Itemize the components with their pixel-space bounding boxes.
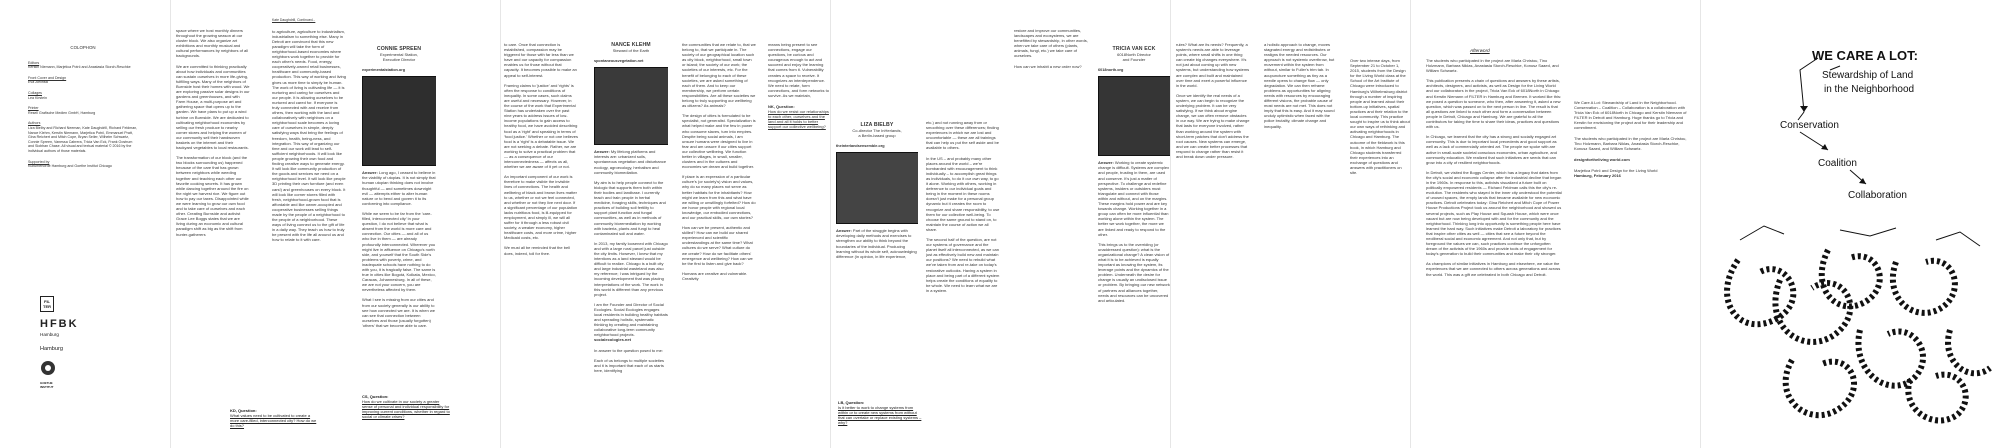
liza-name: LIZA BIELBY: [860, 122, 894, 128]
connie-role-1: Experimental Station,: [379, 52, 419, 58]
back-text-2: The students who participated in the project are Marla Christou, Tino Holzmann, Barbara Niklas, Anastasia Storch-Reschke, Konusz Saaed, and William Schwartz.: [1574, 135, 1687, 151]
connie-answer-label: Answer:: [362, 170, 378, 176]
back-signature-1: Marjetica Potrč and Design for the Living World: [1574, 167, 1658, 173]
tricia-text-2: This brings us to the overriding (or unaddressed question): what is the organizational change? A clean vision of what it is to be achieved is equally important as knowing the system, its leverage points and the dynamics of the problem. Underneath the desire for change is usually an undisclosed issue or problem. By bringing our new network of partners and alliances together, needs and resources can be uncovered and articulated.: [1098, 241, 1170, 303]
connie-text-1: Long ago, I ceased to believe in the viability of utopias. It is not simply that human utopian thinking does not involve thoughtful — and sometimes downright evil — attempts either to alter human nature or to bend and govern it to its conforming into compliance.: [362, 170, 436, 206]
back-signature-2: Hamburg, February 2016: [1574, 173, 1621, 179]
afterword-text-1: Over two intense days, from September 21 to October 1, 2015, students from the Design for the Living World class at the School of the Art Institute of Chicago were introduced to Hamburg's Wilhelmsburg district through a number of inspiring people and learned about their bottom-up initiatives, spatial practices and their relation to the local community. This practice sought to inspire us to think about our own ways of rethinking and activating neighborhoods in Chicago and Hamburg. The outcome of the fieldwork is this book, in which Hamburg and Chicago students transferred their experiences into an exchange of questions and answers with practitioners on site.: [1350, 58, 1410, 176]
nance-answer-label: Answer:: [594, 149, 610, 155]
liza-column: [836, 122, 918, 259]
connie-role-2: Executive Director: [382, 57, 416, 63]
hfbk-logo-text: HFBK: [40, 318, 79, 330]
nk-question-text: How do we resist our relationships to each other, ourselves and the land and all it holds to better support our collective wellbeing?: [768, 109, 829, 130]
col2-text: to agriculture, agriculture to industrialism, industrialism to something else. Many in Detroit are convinced that this new paradigm will take the form of neighborhood-based economies where neighbors work together to provide for each other's needs. Food, energy, cooperatively-owned retail businesses, healthcare and community-based production. This way of working and living gives us more time to simply be human. The work of living is cultivating life — it is nurturing and caring for ourselves and our people. It is allowing ourselves to be nurtured and cared for. If everyone is truly connected with and receive from others, then working with the land and collaboratively with neighbors on a neighborhood scale becomes a loving care of ourselves in simple, deeply satisfying ways that bring the feelings of freedom, health, being-ness, and integration. This way of organizing our time and our work will lead to self-sufficient neighborhoods. It will look like people growing their own food and finding creative ways to generate energy. It will look like community production of the goods and services we need on a neighborhood level. It will look like people 3D printing their own furniture (and even cars!) and greenhouses on every block. It will look like corner stores filled with fresh, neighborhood-grown food that is affordable and like owner-occupied and cooperative businesses selling things made by the people of a neighborhood to the people of a neighborhood. These ways of living connect us to the gift of life in a daily way. They teach us how to truly be present with the life all around us and how to relate to it with care.: [272, 28, 346, 243]
nance-text-3: In 2013, my family loosened with Chicago and with a large rural parcel just outside the city limits. However, I knew that my intentions as a land steward would be difficult to realize. Chicago is a built city and large industrial wasteland was also my reference; I was intrigued by the incoming development that was placing interpretations of the work. The work in this world is different than any previous project.: [594, 240, 668, 297]
colophon-title: COLOPHON: [70, 46, 96, 50]
lb-question-text: Is it better to work to change systems from within or to create new systems from without that can overtake or replace existing systems – why?: [838, 405, 922, 425]
printer-label: Printer: [28, 106, 39, 111]
cover-word-collaboration: Collaboration: [1848, 190, 1907, 201]
editors: Kerstin Niemann, Marjetica Potrč and Anastasia Storch-Reschke: [28, 65, 131, 70]
page-5: [1170, 0, 1410, 448]
col9-column: [1014, 28, 1088, 69]
intro-text-2: We are committed to thinking practically about how individuals and communities can sustain ourselves in more life-giving, fulfilling ways. Many of the neighbors of Burnside host their homes with wood. We are exploring passive solar designs in our gardens and greenhouses, and with Farm House, a multi-purpose art and gathering space that opens up to the garden. We have plans to put up a wind turbine on Burnside. We are dedicated to cultivating neighborhood economies by selling our fresh produce to nearby corner stores and helping the women of our community sell their handwoven baskets on the internet and their backyard vegetables to local restaurants.: [176, 63, 250, 151]
nance-column: [594, 42, 668, 373]
afterword-title: Afterword: [1470, 48, 1490, 53]
cs-question-block: [362, 394, 450, 419]
liza-portrait: [836, 152, 918, 224]
design-label: Front Cover and Design: [28, 75, 67, 80]
afterword-page: [1410, 0, 1700, 448]
nance-text-6: Each of us belongs to multiple societies and it is important that each of us starts here, identifying: [594, 357, 665, 373]
nance-text-1: My lifelong platforms and interests are: urbanized soils, spontaneous vegetation and disturbance ecology, agroecology, herbalism and community biomediation.: [594, 149, 667, 175]
filter-logo: [40, 296, 54, 312]
col4-text-1: to care. Once that connection is established, compassion may be triggered for those with far less than we have and our capacity for compassion enables us for those without that capacity. It becomes possible to make an appeal to self-interest.: [504, 42, 577, 78]
col6-text-1: the communities that we relate to, that we belong to, that we participate in. The society of our geographical location such as city block, neighborhood, small town or island; the society of our work; the societies of our interests, etc. For the benefit of belonging to each of these societies, we are asked something of each of them. And to keep our membership, we perform certain responsibilities. Are all these societies we belong to truly supporting our wellbeing as citizens? As animals?: [682, 42, 756, 109]
tricia-role-2: and Founder: [1122, 57, 1146, 63]
design: Eva Zielinski: [28, 80, 49, 85]
connie-column: [362, 46, 436, 328]
authors-label: Authors: [28, 121, 41, 126]
col8-column: [926, 120, 1000, 293]
supported-label: Supported by: [28, 159, 50, 164]
col6-text-4: How can we be present, authentic and skilled? How can we build our shared experienced and scientific understandings at the same time? What cultures do we serve? What culture do we create? How do we facilitate others' emergence and wellbeing? How can we be the first to listen and give back?: [682, 225, 753, 266]
fold-line: [500, 0, 501, 448]
connie-text-3: What I see is missing from our cities and from our society generally is our ability to see how connected we are. It is when we can see that connection between ourselves and those (usually forgotten) 'others' that we become able to care.: [362, 297, 435, 328]
afterword-text-5: In Detroit, we visited the Boggs Center, which has a legacy that dates from the city's social and economic collapse after the industrial decline that began in the 1960s. In response to this, activists visualized a future built on politically empowered residents — Richard Feldman calls this the city's re-evolution. The residents who stayed in the inner city understood the potential of unused spaces, the empty lands that became available for new economic practices. Detroit celebrates today: Gina Reichert and Mitch Cope of Power House Productions Project took us around the neighborhood and showed us several projects, such as Play House and Squash House, which were once vacant but are now being developed with and for the community and the neighborhood. Thinking long into opportunity is something people here have learned the hard way. Such initiatives make Detroit a laboratory for practices that inspire other cities as well — cities that see a future beyond the neoliberal social and economic agreement. And not only that, but by foreground the values we can, such practices continue the unforgotten dream of the activists of the 1960s and provide tools of engagement for today's generation to build their communities and make their city stronger.: [1426, 169, 1562, 257]
fold-line: [830, 0, 831, 448]
hfbk-logo: [40, 318, 79, 330]
cover-word-conservation: Conservation: [1780, 120, 1839, 131]
nk-question-label: NK, Question:: [768, 104, 795, 110]
connie-name: CONNIE SPREEN: [376, 46, 422, 52]
intro-text-1: space where we host monthly dinners throughout the growing season at our cluster block. We also organize art exhibitions and monthly musical and cultural performances by neighbors of all backgrounds.: [176, 28, 249, 59]
cover-title: WE CARE A LOT:: [1812, 48, 1918, 63]
cover-subtitle-2: in the Neighborhood: [1824, 84, 1915, 95]
kd-question-block: [230, 408, 320, 428]
col8-text-1: etc.) and not running away from or smoothing over these differences; finding experiences in which we are lost and uncomfortable — these are all trainings that can help us put the self aside and be available to others.: [926, 120, 999, 151]
connie-text-2: While we seem to be far from the 'care-filled, interconnected city' in your question, I do not believe that what is absent from the world is more care and connection. Our cities — and all of us who live in them — are already profoundly interconnected. Wherever you might live in affluence on Chicago's north side, and yourself that the South Side's problems with poverty, crime, and inadequate schools have nothing to do with you, it is tragically false. The same is true in cities like Bogotá, Kolkata, Mexico, Caracas, Johannesburg. In all of these, we are not your concern, you are nevertheless affected by them.: [362, 210, 436, 293]
col9-text-2: How can we inhabit a new order now?: [1014, 63, 1082, 69]
collages: Lea Kirstein: [28, 95, 47, 100]
cs-question-text: How do we cultivate in our society a greater sense of personal and individual responsibility for improving current conditions, whether in regard to social or climate crises?: [362, 399, 450, 419]
fold-line: [1170, 0, 1171, 448]
col2-header: Kate Daughdrill, Continued...: [272, 18, 316, 22]
tricia-url[interactable]: 6018north.org: [1098, 68, 1124, 73]
tricia-name: TRICIA VAN ECK: [1112, 46, 1156, 52]
page-2: [170, 0, 500, 448]
fold-line: [1700, 0, 1701, 448]
colophon-page: [0, 0, 170, 448]
printer: Resell Grafische Medien GmbH, Hamburg: [28, 110, 96, 115]
hamburg-logo: Hamburg: [40, 346, 64, 352]
goethe-logo-text: GOETHE INSTITUT: [40, 381, 54, 389]
editors-label: Editors: [28, 60, 40, 65]
cover-collage-spirals: [1700, 0, 2000, 448]
goethe-logo: [40, 360, 62, 389]
back-text-1: We Care A Lot: Stewardship of Land in the Neighborhood. Conservation – Coalition – Collaboration is a collaboration with Tricia Van Eck of 6018North in Chicago and Kerstin Niemann of FILTER in Detroit and Hamburg. Huge thanks go to Tricia and Kerstin for envisioning the project and for their leadership and commitment.: [1574, 100, 1687, 131]
tricia-answer-label: Answer:: [1098, 160, 1114, 166]
liza-text: Part of the struggle begins with developing daily methods and exercises to strengthen our ability to think beyond the boundaries of the individual. Producing learning without its whole self, acknowledging difference (in opinion, in life experience,: [836, 228, 917, 259]
nance-text-2: My aim is to help people connect to the biologic that supports them both within their bodies and landbase. I currently teach and train people in herbal medicine, foraging skills, techniques and practices of building soil fertility to support plant function and fungal communities, as well as in methods of community bioremediation by working with bacteria, plants and fungi to heal contaminated soil and water.: [594, 179, 666, 236]
col12-text-1: a holistic approach to change, moves stagnated energy and redistributes or realigns the needed resources. Our approach is not systemic overthrow, but movement within the system from without, similar to Fuller's trim tab. In acupuncture something as tiny as a needle opens to change flow — only degradation. We can then reframe problems as opportunities for aligning needs with resources by encouraging different visions, the probable cause of most needs are not met. This does not imply that this is easy. And it may sound unduly optimistic when faced with the police brutality, climate change and inequality.: [1264, 42, 1335, 129]
nance-url[interactable]: spontaneousvegetation.net: [594, 59, 644, 64]
col8-text-2: In the US – and probably many other places around the world – we're bombarded with encouragement to think individually – to accomplish great things as individuals, to do it our own way, to go it alone. Working with others, working in deference to our individual goals and being in the moment in these rooms doesn't just make for a personal group dynamic but it creates the room to recognize and share responsibility, to use them for our collective well-being. To choose the same ground to stand on, to maintain the course of action we all share.: [926, 155, 1000, 232]
col6-column: [682, 42, 756, 281]
back-url[interactable]: designfortheliving world.com: [1574, 156, 1630, 162]
liza-url[interactable]: theinterlandsensemble.org: [836, 144, 885, 149]
authors: Liza Bielby and Richard Neeman, Kate Daughdrill, Richard Feldman, Nance Klehm, Kerstin Niemann, Marjetica Potrč, Emmanuel Pratt, Gina Reichert and Mitch Cope, Bryan Seiler, Wilhelm Schwartz, Connie Spreen, Vanessa Cabrera, Tricia Van Eck, Frank Oostrum and Siobhan Chase. All visual and textual material © 2016 by the individual authors of those materials.: [28, 125, 138, 153]
afterword-body: [1426, 58, 1562, 277]
afterword-text-6: As champions of similar initiatives in Hamburg and elsewhere, we value the experiences that we are connected to others across generations and across the world. This was a gift we celebrated in both Chicago and Detroit.: [1426, 261, 1561, 277]
afterword-text-4: In Chicago, we learned that the city has a strong and socially engaged art community. This is due to important local precedents and good support as well as a lack of commercially oriented art. The people we spoke with are active in small-scale societal conscious economies, urban agriculture, and community education. We realized that such initiatives are seeds that can grow into a city of resilient neighborhoods.: [1426, 134, 1557, 165]
afterword-text-2: The students who participated in the project are Marla Christou, Tino Holzmann, Barbara Niklas, Anastasia Storch-Reschke, Konusz Saaed, and William Schwartz.: [1426, 58, 1559, 74]
col6-text-5: Humans are creative and vulnerable. Creativity: [682, 270, 748, 281]
tricia-column: [1098, 46, 1170, 303]
liza-answer-label: Answer:: [836, 228, 852, 234]
col9-text-1: restore and improve our communities, landscapes and ecosystems, we are benefitted by stewardship, in other words, when we take care of others (plants, animals, fungi, etc.) we take care of ourselves.: [1014, 28, 1088, 59]
connie-portrait: [362, 76, 436, 166]
cover-word-coalition: Coalition: [1818, 158, 1857, 169]
colophon-column: [28, 46, 138, 169]
col12-column: [1264, 42, 1338, 129]
nance-url-2[interactable]: socialecologies.net: [594, 337, 631, 343]
lb-question-label: LB, Question:: [838, 400, 865, 405]
page-4: [830, 0, 1170, 448]
col11-column: [1176, 42, 1250, 159]
back-text-column: [1574, 100, 1692, 178]
nance-name: NANCE KLEHM: [611, 42, 651, 48]
tricia-portrait: [1098, 76, 1170, 156]
connie-url[interactable]: experimentalstation.org: [362, 68, 406, 73]
col6-text-2: The design of cities is formulated to be specialist, not generalist. Specialization is what helped make and the few in power who consume slaves, turn into empires. Despite being social animals, I am unsure humans were designed to live in fear and am unsure if our cities support our collective wellbeing. We function better in villages, in small, smaller, clusters and in the cultures and economies we dream and build together.: [682, 113, 756, 170]
nance-text-5: In answer to the question posed to me:: [594, 347, 663, 353]
cover-subtitle-1: Stewardship of Land: [1822, 70, 1914, 81]
col11-text-1: rules? What are its needs? Frequently, a system's needs are able to leverage points, where small shifts in one thing can create big changes everywhere. It's not just about coming up with new systems, but understanding how systems are complex and built and maintained over time and exert a powerful influence in the world.: [1176, 42, 1250, 88]
col6-text-3: If place is an expression of a particular culture's (or society's) vision and values, why do so many places not serve as better habitats for the inhabitants? How might we learn from this and what have we willing or unwillingly forfeited? How do we honor people with regional local knowledge, our embodied connections, and our practical skills, our own stories?: [682, 174, 756, 220]
afterword-text-3: This publication presents a chain of questions and answers by these artists, architects, designers, and activists, as well as Design for the Living World and our collaborators in the project, Tricia Van Eck of 6018North in Chicago and Kerstin Niemann of FILTER in Hamburg and Bremen. It worked like this: we posed a question to someone, who then, after answering it, asked a new question, which was passed on to the next person in line. The result is that all questions are linked to each other and form a conversation between people in Detroit, Chicago and Hamburg. We are grateful to all the contributors for taking the time to share their ideas, practices and questions with us.: [1426, 78, 1562, 130]
collages-label: Collages: [28, 90, 42, 95]
lb-question-block: [838, 400, 922, 425]
cs-question-label: CS, Question:: [362, 394, 389, 399]
col7-text-1: means being present to see connections, engage our questions, be curious and courageous enough to act and succeed and enjoy the learning that comes from it. Vulnerability creates a space to receive. It recognizes an interdependence. We need to relate, form connections, and form networks to survive. As we maintain,: [768, 42, 829, 98]
col11-text-2: Once we identify the real needs of a system, we can begin to recognize the underlying problem. It can be very satisfying. If we think about engine change, we can often remove obstacles in our way. We are trying to make change that lasts for everyone involved, rather than working around the system with short-term patches that don't address the root causes. New systems can emerge, and we can create better processes that respond to change rather than resist it and break down under pressure.: [1176, 92, 1250, 159]
hfbk-logo-sub: Hamburg: [40, 332, 59, 337]
col2-column: [272, 18, 346, 243]
nance-role: Steward of the Earth: [612, 48, 650, 54]
col4-text-2: Framing claims to 'justice' and 'rights' is often the response to conditions of inequality. In some cases, such claims are useful and necessary. However, in the course of the work that Experimental Station has undertaken over the past nine years to address issues of low-income populations to gain access to healthy food, we have avoided describing food as a 'right' and speaking in terms of 'food justice.' Whether or not one believes food is a 'right' is a debatable issue. We are not seeking a debate. Rather, we are working to solve a practical problem that — as a consequence of our interconnectedness — affects us all, whether we are aware of it yet or not.: [504, 82, 578, 170]
nance-text-4: I am the Founder and Director of Social Ecologies. Social Ecologies engages local residents in building healthy habitats and spreading holistic, systematic thinking by creating and maintaining collaborative long-term community neighborhood projects.: [594, 301, 668, 338]
page-3: [500, 0, 830, 448]
back-cover: [1700, 0, 2000, 448]
intro-column: [176, 28, 250, 237]
tricia-text-1: Working to create systemic change is difficult. Systems are complex and people, trusting in them, are used and conserve. It's just a matter of perspective. To challenge and redefine systems, insiders or outsiders must triangulate and connect with those within and without, and on the margins. These margins hold power and are key towards change. Working together in a group can often be more influential than working alone within the system. The better we work together, the more we are linked and ready to respond to the other.: [1098, 160, 1170, 237]
fold-line: [1410, 0, 1411, 448]
afterword-column: [1350, 58, 1410, 175]
fold-line: [170, 0, 171, 448]
col4-text-3: An important component of our work is therefore to make visible the invisible lines of connections. The health and wellbeing of black and brown lives matter to us, whether or not we feel connected, and whether or not they live next door. If a significant percentage of our population lacks nutritious food, is ill-equipped for employment, and simply ill, we will all suffer for it through a less robust civil society, a weaker economy, higher healthcare costs, and more crime, higher Medicaid costs, etc.: [504, 174, 578, 241]
liza-role-1: Co-director The InHerlands,: [852, 128, 902, 134]
supported: Kulturbehörde Hamburg and Goethe Institut Chicago: [28, 164, 112, 169]
liza-role-2: a Berlin-based group: [858, 133, 896, 139]
intro-text-3: The transformation of our block (and the two blocks surrounding us) happened because of the care that has grown between neighbors while weeding together and teaching each other our favorite cooking secrets. It has grown while dancing together around the fire on the night we harvest rice. We figure out how to pay our taxes. Disappointed while we were learning to grow our own food and to take care of ourselves and each other. Creating Burnside and activist Grace Lee Boggs states that we are living during an economic and cultural paradigm shift as big as the shift from hunter-gatherers: [176, 155, 249, 237]
col4-column: [504, 42, 578, 256]
col4-text-4: We must all be reminded that the bell does, indeed, toll for thee.: [504, 245, 570, 256]
nance-portrait: [594, 67, 668, 145]
tricia-role-1: 6018North Director: [1117, 52, 1151, 58]
col8-text-3: The second half of the question, are not our systems of governance and the planet itself all interconnected, as we can just as effectively build new and maintain our positions? We need to rebuild what we've taken from and re-take on today's restorative outlooks. Having a system in place and being part of a different system helps create the conditions of equality to be whole. We need to learn what we are in a system.: [926, 236, 1000, 293]
goethe-logo-icon: [40, 360, 56, 376]
kd-question-label: KD, Question:: [230, 408, 257, 413]
kd-question-text: What values need to be cultivated to create a more care-filled, interconnected city? How do we do this?: [230, 413, 317, 428]
col7-column: [768, 42, 830, 448]
nk-question-block: [768, 104, 830, 129]
filter-logo-text: FIL TER: [43, 299, 51, 309]
